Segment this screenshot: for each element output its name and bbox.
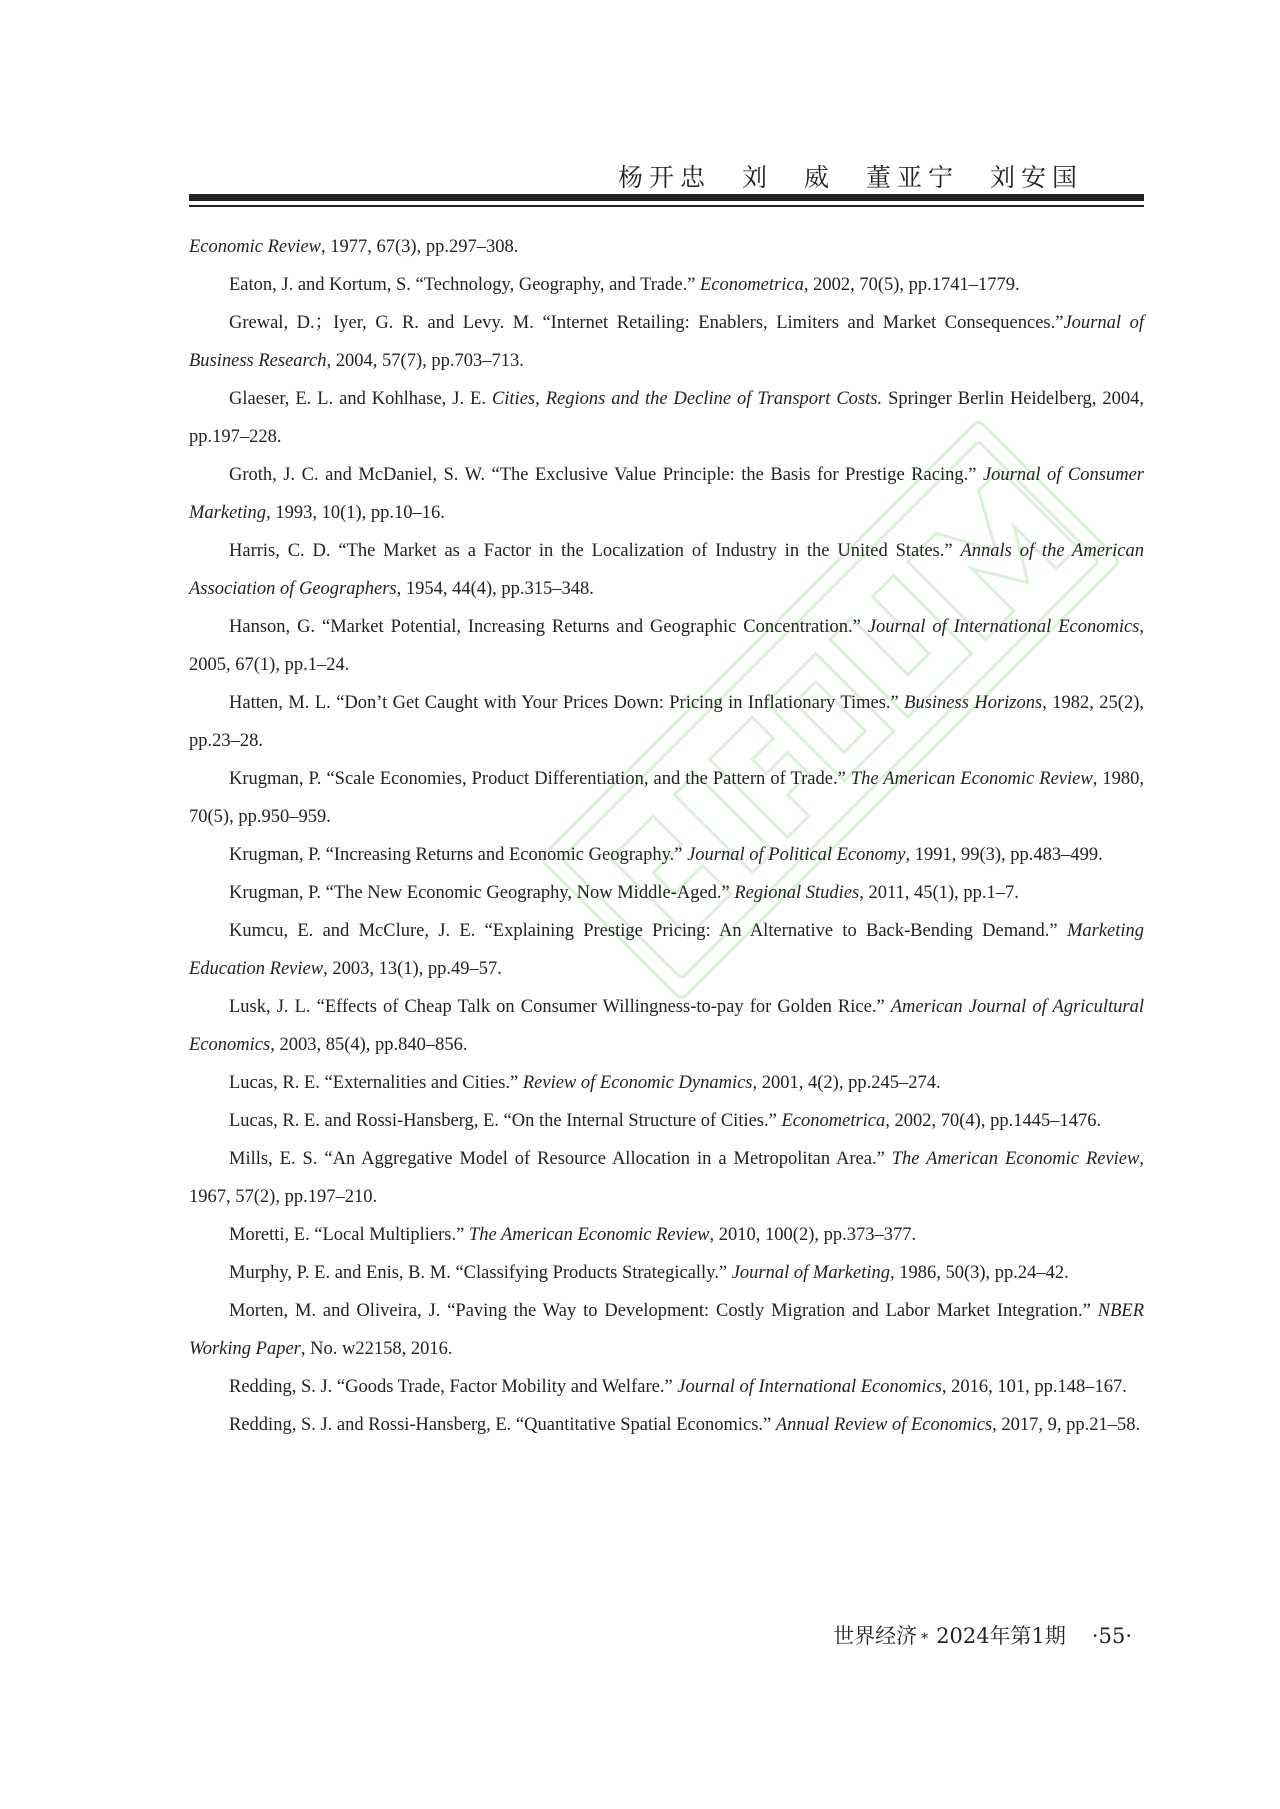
- reference-source-title: Econometrica,: [781, 1111, 890, 1131]
- reference-text: , 2016, 101, pp.148–167.: [941, 1377, 1127, 1397]
- reference-entry: [189, 1254, 1144, 1292]
- reference-entry: [189, 836, 1144, 874]
- reference-entry: [189, 1140, 1144, 1216]
- reference-text: , 2001, 4(2), pp.245–274.: [752, 1073, 941, 1093]
- reference-entry: [189, 1064, 1144, 1102]
- reference-text: Springer Berlin Heidelberg, 2004, pp.197–228.: [189, 389, 1145, 447]
- reference-source-title: American Journal of Agricultural Economics: [189, 997, 1145, 1055]
- reference-text: Hatten, M. L. “Don’t Get Caught with Your Prices Down: Pricing in Inflationary Times.”: [229, 693, 905, 713]
- reference-text: Groth, J. C. and McDaniel, S. W. “The Exclusive Value Principle: the Basis for Prestige Racing.”: [229, 465, 983, 485]
- reference-entry: [189, 874, 1144, 912]
- reference-source-title: The American Economic Review: [468, 1225, 710, 1245]
- reference-text: , No. w22158, 2016.: [300, 1339, 453, 1359]
- reference-text: , 2003, 13(1), pp.49–57.: [323, 959, 502, 979]
- footer-line: [833, 1620, 1132, 1650]
- footer-star: *: [921, 1631, 929, 1647]
- reference-text: Lucas, R. E. “Externalities and Cities.”: [229, 1073, 523, 1093]
- reference-entry: [189, 532, 1144, 608]
- reference-entry: [189, 1102, 1144, 1140]
- footer-journal: 世界经济: [833, 1624, 918, 1648]
- reference-source-title: Cities, Regions and the Decline of Transport Costs.: [491, 389, 883, 409]
- reference-text: , 2011, 45(1), pp.1–7.: [859, 883, 1019, 903]
- reference-source-title: The American Economic Review: [850, 769, 1093, 789]
- reference-entry: [189, 304, 1144, 380]
- reference-source-title: Marketing Education Review: [189, 921, 1144, 979]
- reference-entry: [189, 380, 1144, 456]
- reference-text: Grewal, D.；Iyer, G. R. and Levy. M. “Internet Retailing: Enablers, Limiters and Market Consequences.”: [229, 313, 1064, 333]
- reference-entry: [189, 1216, 1144, 1254]
- reference-text: , 1980, 70(5), pp.950–959.: [189, 769, 1144, 827]
- reference-text: Krugman, P. “The New Economic Geography, Now Middle-Aged.”: [229, 883, 735, 903]
- reference-source-title: NBER Working Paper: [189, 1301, 1144, 1359]
- reference-source-title: Review of Economic Dynamics: [522, 1073, 753, 1093]
- reference-source-title: Annals of the American Association of Geographers: [189, 541, 1144, 599]
- reference-text: Lucas, R. E. and Rossi-Hansberg, E. “On the Internal Structure of Cities.”: [229, 1111, 782, 1131]
- footer-page-number: ·55·: [1091, 1624, 1132, 1648]
- reference-text: Lusk, J. L. “Effects of Cheap Talk on Consumer Willingness-to-pay for Golden Rice.”: [229, 997, 891, 1017]
- reference-text: , 2017, 9, pp.21–58.: [992, 1415, 1141, 1435]
- reference-text: , 1977, 67(3), pp.297–308.: [321, 237, 519, 257]
- reference-source-title: Journal of Consumer Marketing: [189, 465, 1144, 523]
- reference-entry: [189, 988, 1144, 1064]
- reference-text: , 2010, 100(2), pp.373–377.: [709, 1225, 917, 1245]
- reference-source-title: Journal of Business Research: [189, 313, 1144, 371]
- reference-text: , 2003, 85(4), pp.840–856.: [270, 1035, 468, 1055]
- reference-text: , 2005, 67(1), pp.1–24.: [189, 617, 1145, 675]
- reference-entry: [189, 608, 1144, 684]
- reference-text: , 1986, 50(3), pp.24–42.: [889, 1263, 1069, 1283]
- reference-source-title: Business Horizons: [904, 693, 1043, 713]
- reference-entry: [189, 912, 1144, 988]
- reference-text: Moretti, E. “Local Multipliers.”: [229, 1225, 469, 1245]
- reference-source-title: The American Economic Review: [891, 1149, 1140, 1169]
- reference-source-title: Journal of International Economics: [867, 617, 1140, 637]
- reference-source-title: Econometrica: [700, 275, 804, 295]
- footer-issue: 2024年第1期: [936, 1624, 1066, 1648]
- reference-source-title: Economic Review: [189, 237, 322, 257]
- header-authors: 杨开忠 刘 威 董亚宁 刘安国: [617, 163, 1083, 192]
- reference-source-title: Journal of International Economics: [677, 1377, 942, 1397]
- reference-text: Murphy, P. E. and Enis, B. M. “Classifying Products Strategically.”: [229, 1263, 732, 1283]
- reference-text: Mills, E. S. “An Aggregative Model of Resource Allocation in a Metropolitan Area.”: [229, 1149, 892, 1169]
- reference-text: Redding, S. J. and Rossi-Hansberg, E. “Quantitative Spatial Economics.”: [229, 1415, 776, 1435]
- reference-text: , 2002, 70(5), pp.1741–1779.: [803, 275, 1020, 295]
- reference-entry: [189, 266, 1144, 304]
- reference-source-title: Journal of Marketing: [731, 1263, 890, 1283]
- reference-source-title: Annual Review of Economics: [775, 1415, 993, 1435]
- reference-entry: [189, 684, 1144, 760]
- reference-text: Morten, M. and Oliveira, J. “Paving the Way to Development: Costly Migration and Labor Market Integration.”: [229, 1301, 1098, 1321]
- reference-text: Redding, S. J. “Goods Trade, Factor Mobility and Welfare.”: [229, 1377, 678, 1397]
- reference-entry: [189, 1406, 1144, 1444]
- reference-text: Krugman, P. “Increasing Returns and Economic Geography.”: [229, 845, 688, 865]
- reference-list: [189, 228, 1144, 1444]
- reference-text: , 1991, 99(3), pp.483–499.: [905, 845, 1103, 865]
- reference-text: 2002, 70(4), pp.1445–1476.: [889, 1111, 1102, 1131]
- reference-source-title: Regional Studies: [734, 883, 860, 903]
- reference-text: , 1993, 10(1), pp.10–16.: [266, 503, 445, 523]
- reference-entry: [189, 228, 1144, 266]
- reference-text: Kumcu, E. and McClure, J. E. “Explaining Prestige Pricing: An Alternative to Back-Bending Demand.”: [229, 921, 1067, 941]
- header-rule-thin: [189, 205, 1144, 207]
- reference-entry: [189, 1292, 1144, 1368]
- reference-text: Krugman, P. “Scale Economies, Product Differentiation, and the Pattern of Trade.”: [229, 769, 851, 789]
- reference-text: Harris, C. D. “The Market as a Factor in the Localization of Industry in the United States.”: [229, 541, 961, 561]
- reference-entry: [189, 760, 1144, 836]
- reference-source-title: Journal of Political Economy: [687, 845, 906, 865]
- reference-text: , 1967, 57(2), pp.197–210.: [189, 1149, 1144, 1207]
- reference-text: , 2004, 57(7), pp.703–713.: [326, 351, 524, 371]
- reference-text: Hanson, G. “Market Potential, Increasing Returns and Geographic Concentration.”: [229, 617, 868, 637]
- reference-text: Glaeser, E. L. and Kohlhase, J. E.: [229, 389, 492, 409]
- reference-entry: [189, 1368, 1144, 1406]
- reference-text: Eaton, J. and Kortum, S. “Technology, Geography, and Trade.”: [229, 275, 701, 295]
- reference-entry: [189, 456, 1144, 532]
- header-rule-thick: [189, 194, 1144, 201]
- reference-text: , 1954, 44(4), pp.315–348.: [396, 579, 594, 599]
- reference-text: , 1982, 25(2), pp.23–28.: [189, 693, 1144, 751]
